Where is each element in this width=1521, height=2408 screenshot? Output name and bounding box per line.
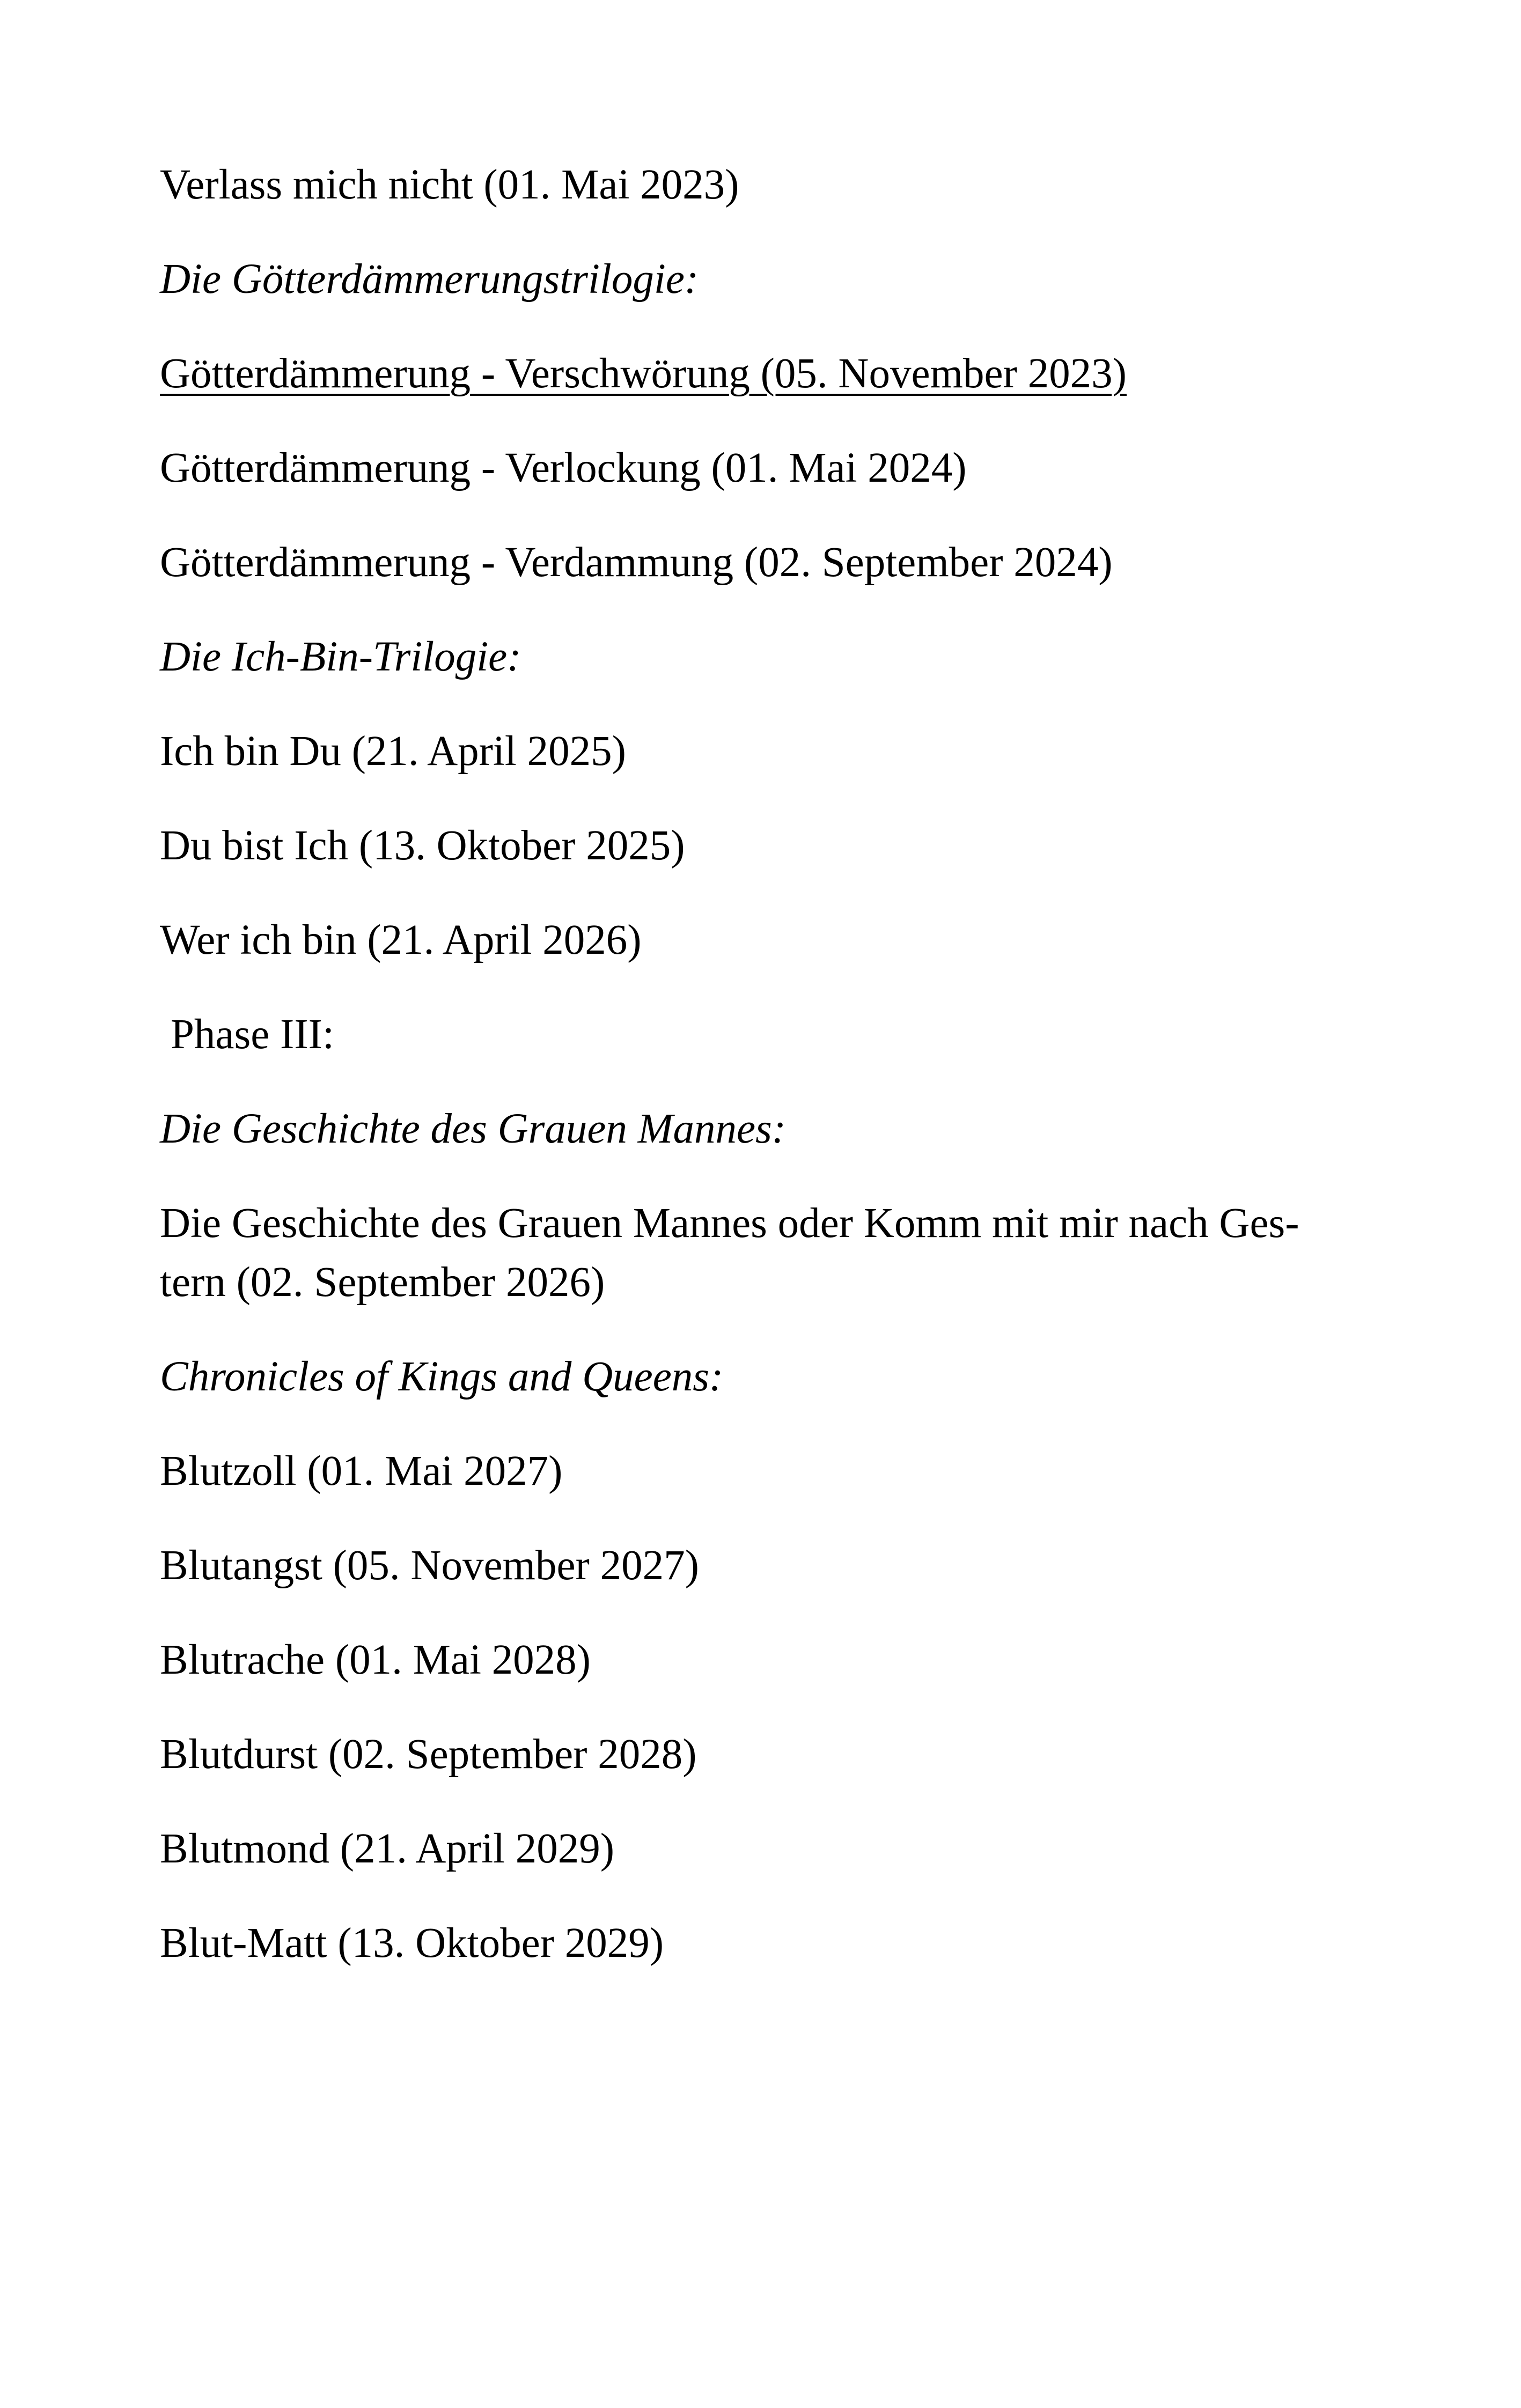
book-title-grauer-mann bbox=[160, 1194, 1362, 1312]
book-title-grauer-mann-line1: Die Geschichte des Grauen Mannes oder Komm mit mir nach Ges- bbox=[160, 1200, 1299, 1247]
book-title-blut-matt: Blut-Matt (13. Oktober 2029) bbox=[160, 1920, 664, 1967]
book-title-verlass-mich-nicht: Verlass mich nicht (01. Mai 2023) bbox=[160, 161, 739, 208]
book-title-ich-bin-du: Ich bin Du (21. April 2025) bbox=[160, 728, 626, 775]
book-title-verdammung: Götterdämmerung - Verdammung (02. September 2024) bbox=[160, 539, 1113, 586]
book-title-du-bist-ich: Du bist Ich (13. Oktober 2025) bbox=[160, 822, 685, 869]
book-title-grauer-mann-line2: tern (02. September 2026) bbox=[160, 1259, 605, 1306]
series-heading-grauer-mann: Die Geschichte des Grauen Mannes: bbox=[160, 1106, 787, 1152]
book-title-blutangst: Blutangst (05. November 2027) bbox=[160, 1542, 699, 1589]
series-heading-ich-bin: Die Ich-Bin-Trilogie: bbox=[160, 634, 521, 680]
book-title-verschwoerung: Götterdämmerung - Verschwörung (05. November 2023) bbox=[160, 350, 1127, 397]
book-list bbox=[160, 156, 1362, 2008]
book-title-wer-ich-bin: Wer ich bin (21. April 2026) bbox=[160, 917, 642, 963]
book-title-blutdurst: Blutdurst (02. September 2028) bbox=[160, 1731, 697, 1778]
book-title-blutzoll: Blutzoll (01. Mai 2027) bbox=[160, 1448, 563, 1494]
phase-heading: Phase III: bbox=[171, 1011, 334, 1058]
book-title-blutmond: Blutmond (21. April 2029) bbox=[160, 1825, 615, 1872]
book-title-blutrache: Blutrache (01. Mai 2028) bbox=[160, 1637, 591, 1683]
series-heading-goetterdaemmerung: Die Götterdämmerungstrilogie: bbox=[160, 256, 699, 303]
book-title-verlockung: Götterdämmerung - Verlockung (01. Mai 2024) bbox=[160, 445, 967, 491]
series-heading-chronicles: Chronicles of Kings and Queens: bbox=[160, 1353, 724, 1400]
